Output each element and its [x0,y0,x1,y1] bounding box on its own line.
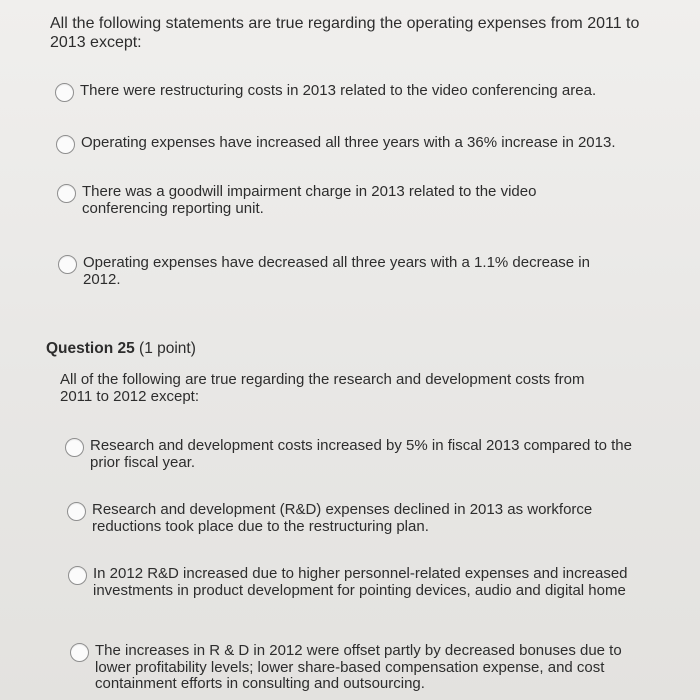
option-label: Research and development (R&D) expenses declined in 2013 as workforce reductions took place due to the restructuring plan. [92,501,593,535]
radio-button[interactable] [70,643,89,662]
option-label: Operating expenses have increased all three years with a 36% increase in 2013. [81,134,616,151]
question-24-prompt: All the following statements are true regarding the operating expenses from 2011 to 2013 except: [50,15,640,51]
option-label: Operating expenses have decreased all three years with a 1.1% decrease in 2012. [83,254,590,288]
radio-button[interactable] [56,135,75,154]
radio-button[interactable] [55,83,74,102]
question-24-option-4[interactable] [58,255,618,288]
option-label: The increases in R & D in 2012 were offset partly by decreased bonuses due to lower profitability levels; lower share-based compensation expense, and cost containment efforts in consulting and outsourcing. [95,642,622,692]
question-25-option-1[interactable] [65,438,645,471]
question-25-header [46,340,196,358]
question-25-prompt: All of the following are true regarding the research and development costs from 2011 to 2012 except: [60,371,585,405]
question-25-option-4[interactable] [70,643,630,693]
option-label: Research and development costs increased by 5% in fiscal 2013 compared to the prior fiscal year. [90,437,632,471]
option-label: There were restructuring costs in 2013 related to the video conferencing area. [80,82,597,99]
question-24-option-3[interactable] [57,184,577,217]
question-25-points: (1 point) [139,340,196,357]
radio-button[interactable] [58,255,77,274]
radio-button[interactable] [65,438,84,457]
question-25-option-2[interactable] [67,502,607,535]
radio-button[interactable] [57,184,76,203]
radio-button[interactable] [68,566,87,585]
question-24-option-2[interactable] [56,135,656,154]
radio-button[interactable] [67,502,86,521]
question-25-option-3[interactable] [68,566,638,599]
question-25-title: Question 25 [46,340,135,357]
option-label: In 2012 R&D increased due to higher personnel-related expenses and increased investments in product development for pointing devices, audio and digital home [93,565,628,599]
question-24-option-1[interactable] [55,83,655,102]
option-label: There was a goodwill impairment charge in 2013 related to the video conferencing reporting unit. [82,183,537,217]
